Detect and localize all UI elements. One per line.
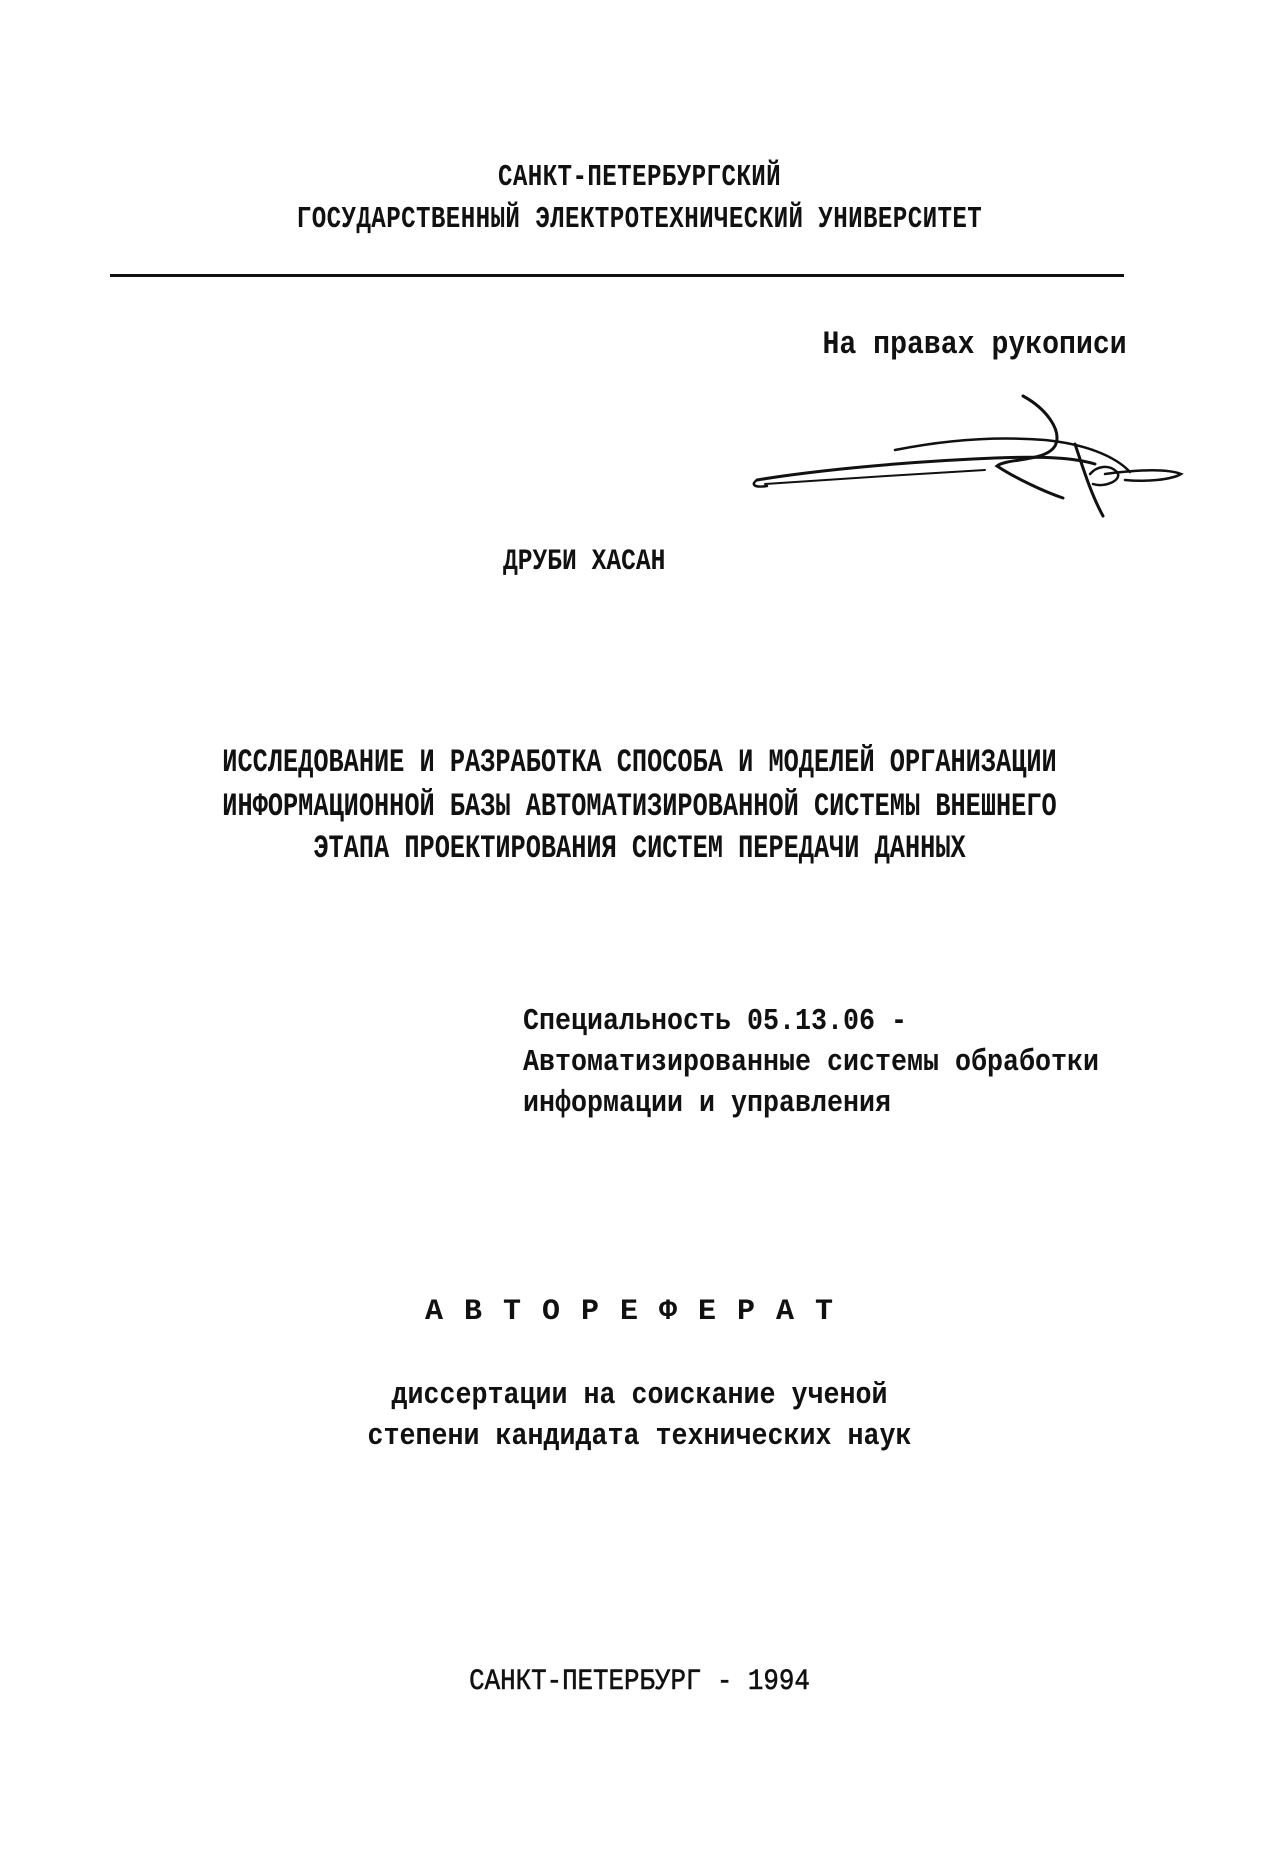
dissertation-title-line2: ИНФОРМАЦИОННОЙ БАЗЫ АВТОМАТИЗИРОВАННОЙ СИСТЕМЫ ВНЕШНЕГО	[222, 788, 1057, 825]
dissertation-title-line1: ИССЛЕДОВАНИЕ И РАЗРАБОТКА СПОСОБА И МОДЕЛЕЙ ОРГАНИЗАЦИИ	[222, 744, 1057, 781]
university-name-line2: ГОСУДАРСТВЕННЫЙ ЭЛЕКТРОТЕХНИЧЕСКИЙ УНИВЕРСИТЕТ	[296, 202, 983, 237]
dissertation-purpose-line2: степени кандидата технических наук	[367, 1419, 912, 1454]
specialty-name-line1: Автоматизированные системы обработки	[523, 1045, 1099, 1080]
dissertation-purpose-line1: диссертации на соискание ученой	[391, 1378, 888, 1413]
place-and-year: САНКТ-ПЕТЕРБУРГ - 1994	[469, 1665, 810, 1699]
document-type: АВТОРЕФЕРАТ	[424, 1295, 855, 1329]
handwritten-signature	[745, 388, 1185, 518]
specialty-name-line2: информации и управления	[523, 1086, 891, 1121]
dissertation-title-line3: ЭТАПА ПРОЕКТИРОВАНИЯ СИСТЕМ ПЕРЕДАЧИ ДАННЫХ	[313, 830, 966, 867]
university-name-line1: САНКТ-ПЕТЕРБУРГСКИЙ	[497, 160, 782, 195]
author-name: ДРУБИ ХАСАН	[503, 545, 666, 579]
manuscript-note: На правах рукописи	[822, 326, 1127, 363]
specialty-code: Специальность 05.13.06 -	[523, 1004, 907, 1039]
header-divider	[110, 274, 1124, 277]
